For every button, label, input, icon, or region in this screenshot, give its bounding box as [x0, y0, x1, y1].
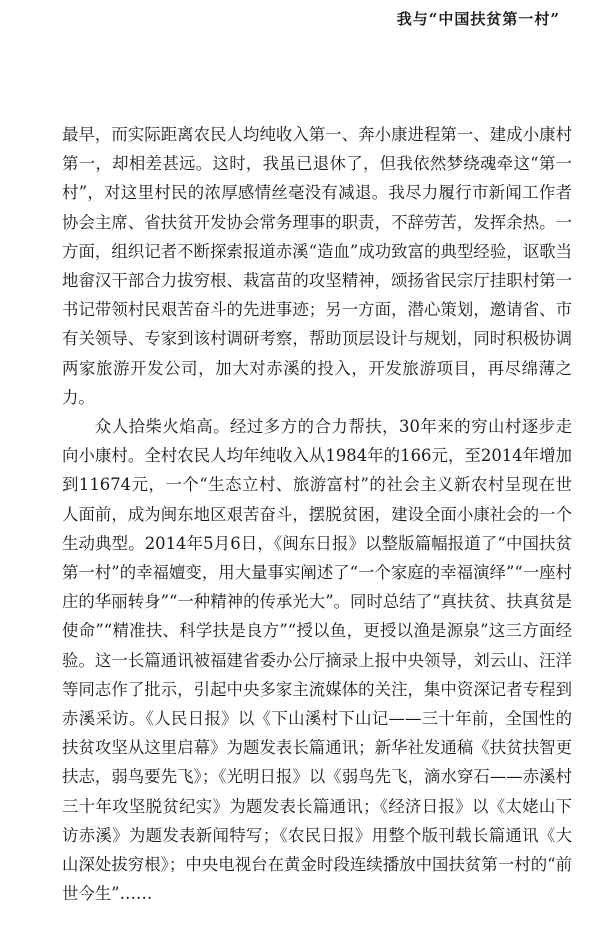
paragraph-continued: 最早，而实际距离农民人均纯收入第一、奔小康进程第一、建成小康村第一，却相差甚远。这时，我虽已退休了，但我依然梦绕魂牵这“第一村”，对这里村民的浓厚感情丝毫没有减退。我尽力履行市新闻工作者协会主席、省扶贫开发协会常务理事的职责，不辞劳苦，发挥余热。一方面，组织记者不断探索报道赤溪“造血”成功致富的典型经验，讴歌当地畲汉干部合力拔穷根、栽富苗的攻坚精神，颂扬省民宗厅挂职村第一书记带领村民艰苦奋斗的先进事迹；另一方面，潜心策划，邀请省、市有关领导、专家到该村调研考察，帮助顶层设计与规划，同时积极协调两家旅游开发公司，加大对赤溪的投入，开发旅游项目，再尽绵薄之力。 — [62, 125, 572, 407]
body-text — [62, 120, 572, 908]
running-header: 我与“中国扶贫第一村” — [396, 10, 560, 28]
paragraph-poverty-alleviation: 众人拾柴火焰高。经过多方的合力帮扶，30年来的穷山村逐步走向小康村。全村农民人均年纯收入从1984年的166元，至2014年增加到11674元，一个“生态立村、旅游富村”的社会主义新农村呈现在世人面前，成为闽东地区艰苦奋斗，摆脱贫困，建设全面小康社会的一个生动典型。2014年5月6日，《闽东日报》以整版篇幅报道了“中国扶贫第一村”的幸福嬗变，用大量事实阐述了“一个家庭的幸福演绎”“一座村庄的华丽转身”“一种精神的传承光大”。同时总结了“真扶贫、扶真贫是使命”“精准扶、科学扶是良方”“授以鱼，更授以渔是源泉”这三方面经验。这一长篇通讯被福建省委办公厅摘录上报中央领导，刘云山、汪洋等同志作了批示，引起中央多家主流媒体的关注，集中资深记者专程到赤溪采访。《人民日报》以《下山溪村下山记——三十年前，全国性的扶贫攻坚从这里启幕》为题发表长篇通讯；新华社发通稿《扶贫扶智更扶志，弱鸟要先飞》；《光明日报》以《弱鸟先飞，滴水穿石——赤溪村三十年攻坚脱贫纪实》为题发表长篇通讯；《经济日报》以《太姥山下访赤溪》为题发表新闻特写；《农民日报》用整个版刊载长篇通讯《大山深处拔穷根》；中央电视台在黄金时段连续播放中国扶贫第一村的“前世今生”…… — [62, 417, 572, 904]
